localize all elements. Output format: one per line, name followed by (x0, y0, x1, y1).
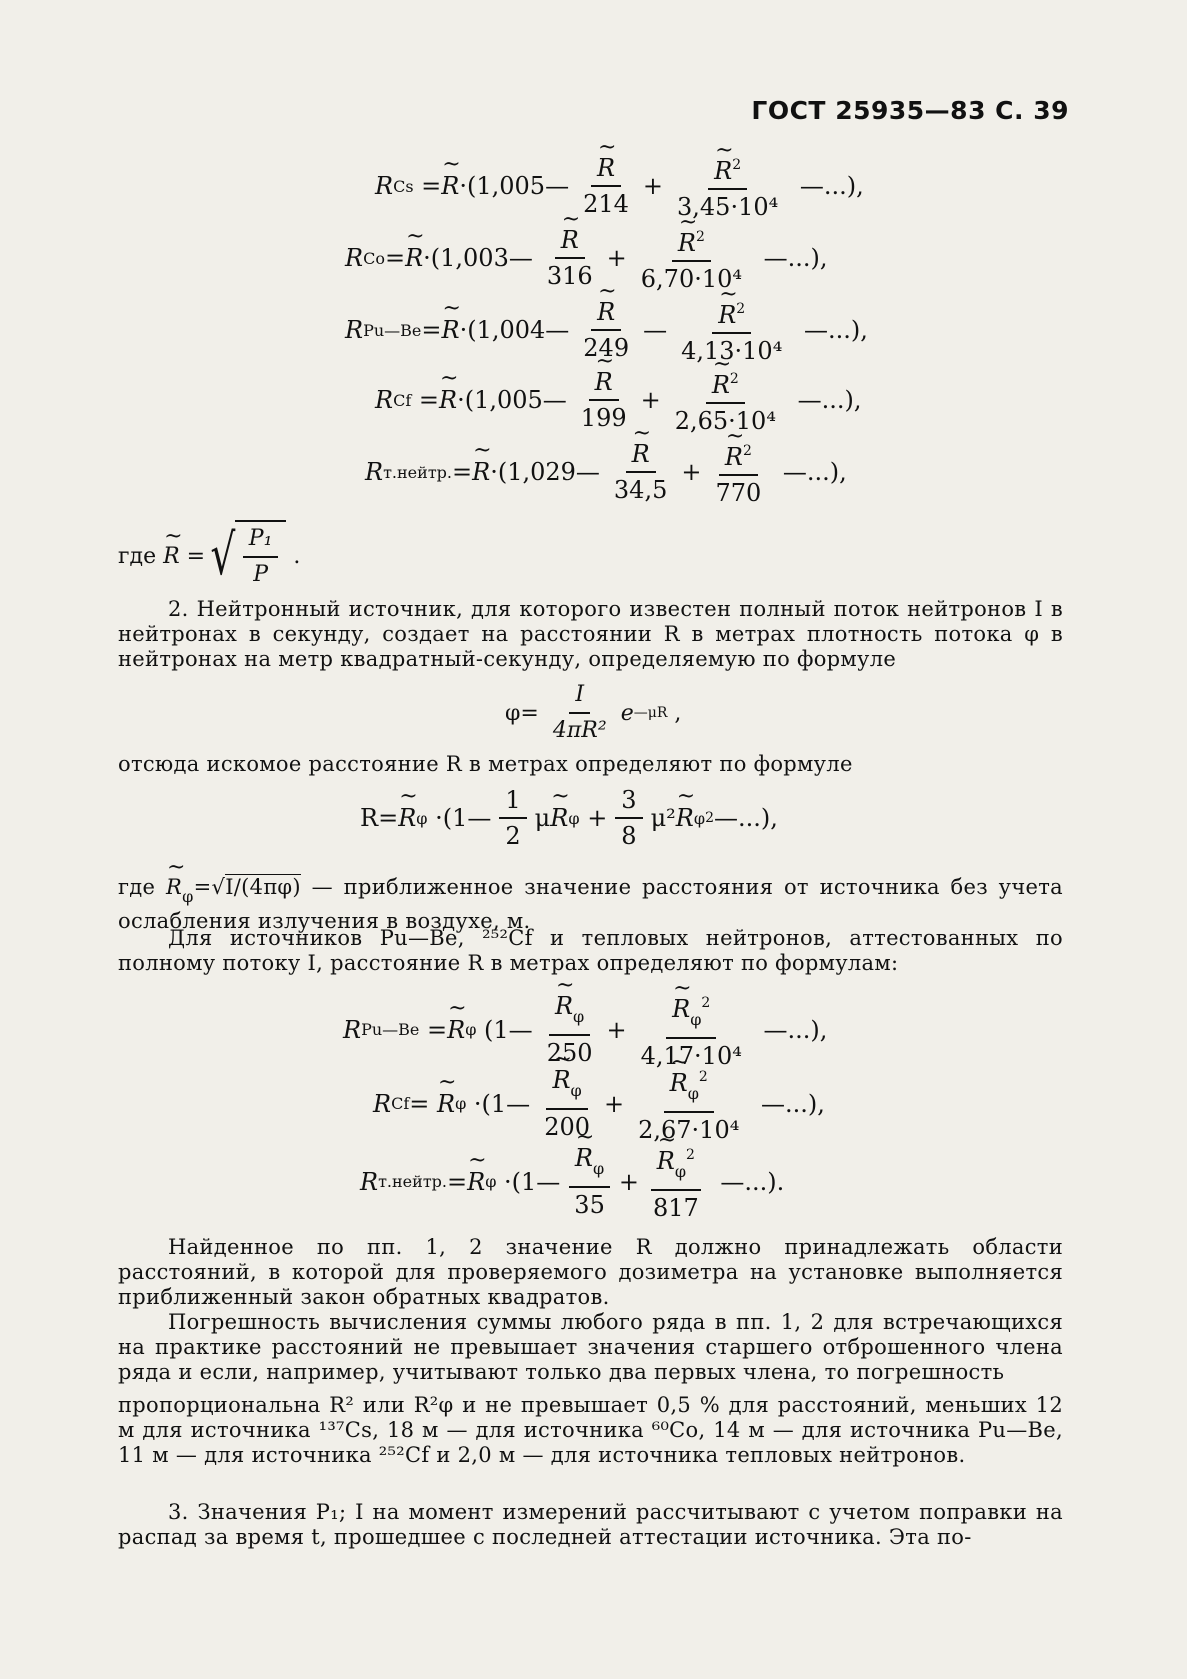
where-definition-1: где ~ R = √ $\frac{\text{P₁}}{P}$ . (118, 520, 300, 592)
paragraph-2: 2. Нейтронный источник, для которого известен полный поток нейтронов I в нейтронах в секунду, создает на расстоянии R в метрах плотность потока φ в нейтронах на метр квадратный-секунду, определяемую по формуле (118, 597, 1063, 671)
formula-thermal: R т.нейтр. = ~ R ·( 1,029— ~ $\frac{R}{34,5}$ + ~ $\frac{R^2}{770}$ —...), (365, 436, 847, 508)
formula-r: R= ~ R φ ·(1— $\frac{1}{2}$ μ ~ R φ + $\frac{3}{8}$ μ² ~ R φ 2 —...), (360, 785, 778, 851)
formula2-thermal: R т.нейтр. = ~ R φ ·(1— ~ $\frac{R_\varphi}{35}$ + ~ $\frac{R_\varphi^2}{817}$ —...). (360, 1140, 784, 1223)
paragraph-8: 3. Значения P₁; I на момент измерений рассчитывают с учетом поправки на распад за время t, прошедшее с последней аттестации источника. Эта по- (118, 1500, 1063, 1549)
formula-phi: φ= $\frac{I}{\text{4πR²}}$ e —μR , (505, 682, 682, 743)
page-header: ГОСТ 25935—83 С. 39 (751, 96, 1069, 125)
paragraph-7: пропорциональна R² или R²φ и не превышает 0,5 % для расстояний, меньших 12 м для источника ¹³⁷Cs, 18 м — для источника ⁶⁰Co, 14 м — для источника Pu—Be, 11 м — для источника ²⁵²Cf и 2,0 м — для источника тепловых нейтронов. (118, 1393, 1063, 1467)
formula-cs: R Cs = ~ R ·( 1,005— ~ $\frac{R}{214}$ + ~ $\frac{R^2}{\text{3,45·10⁴}}$ —...), (375, 150, 864, 222)
formula-cf: R Cf = ~ R ·( 1,005— ~ $\frac{R}{199}$ + ~ $\frac{R^2}{\text{2,65·10⁴}}$ —...), (375, 364, 861, 436)
formula2-pube: R Pu—Be = ~ R φ (1— ~ $\frac{R_\varphi}{250}$ + ~ $\frac{R_\varphi^2}{\text{4,17·10⁴}}$ —...), (343, 988, 827, 1071)
formula2-cf: R Cf = ~ R φ ·(1— ~ $\frac{R_\varphi}{200}$ + ~ $\frac{R_\varphi^2}{\text{2,67·10⁴}}$ —...), (373, 1062, 825, 1145)
paragraph-6: Погрешность вычисления суммы любого ряда в пп. 1, 2 для встречающихся на практике расстояний не превышает значения старшего отброшенного члена ряда и если, например, учитывают только два первых члена, то погрешность (118, 1310, 1063, 1384)
paragraph-3: отсюда искомое расстояние R в метрах определяют по формуле (118, 752, 853, 776)
formula-co: R Co = ~ R ·( 1,003— ~ $\frac{R}{316}$ + ~ $\frac{R^2}{\text{6,70·10⁴}}$ —...), (345, 222, 828, 294)
paragraph-4: Для источников Pu—Be, ²⁵²Cf и тепловых нейтронов, аттестованных по полному потоку I, расстояние R в метрах определяют по формулам: (118, 926, 1063, 975)
paragraph-5: Найденное по пп. 1, 2 значение R должно принадлежать области расстояний, в которой для проверяемого дозиметра на установке выполняется приближенный закон обратных квадратов. (118, 1235, 1063, 1309)
formula-pube: R Pu—Be = ~ R ·( 1,004— ~ $\frac{R}{249}$ — ~ $\frac{R^2}{\text{4,13·10⁴}}$ —...), (345, 294, 868, 366)
where-definition-2: где ~ $R_\varphi=√I/(4\pi\varphi)$ — приближенное значение расстояния от источника без учета ослабления излучения в воздухе, м. (118, 875, 1063, 934)
